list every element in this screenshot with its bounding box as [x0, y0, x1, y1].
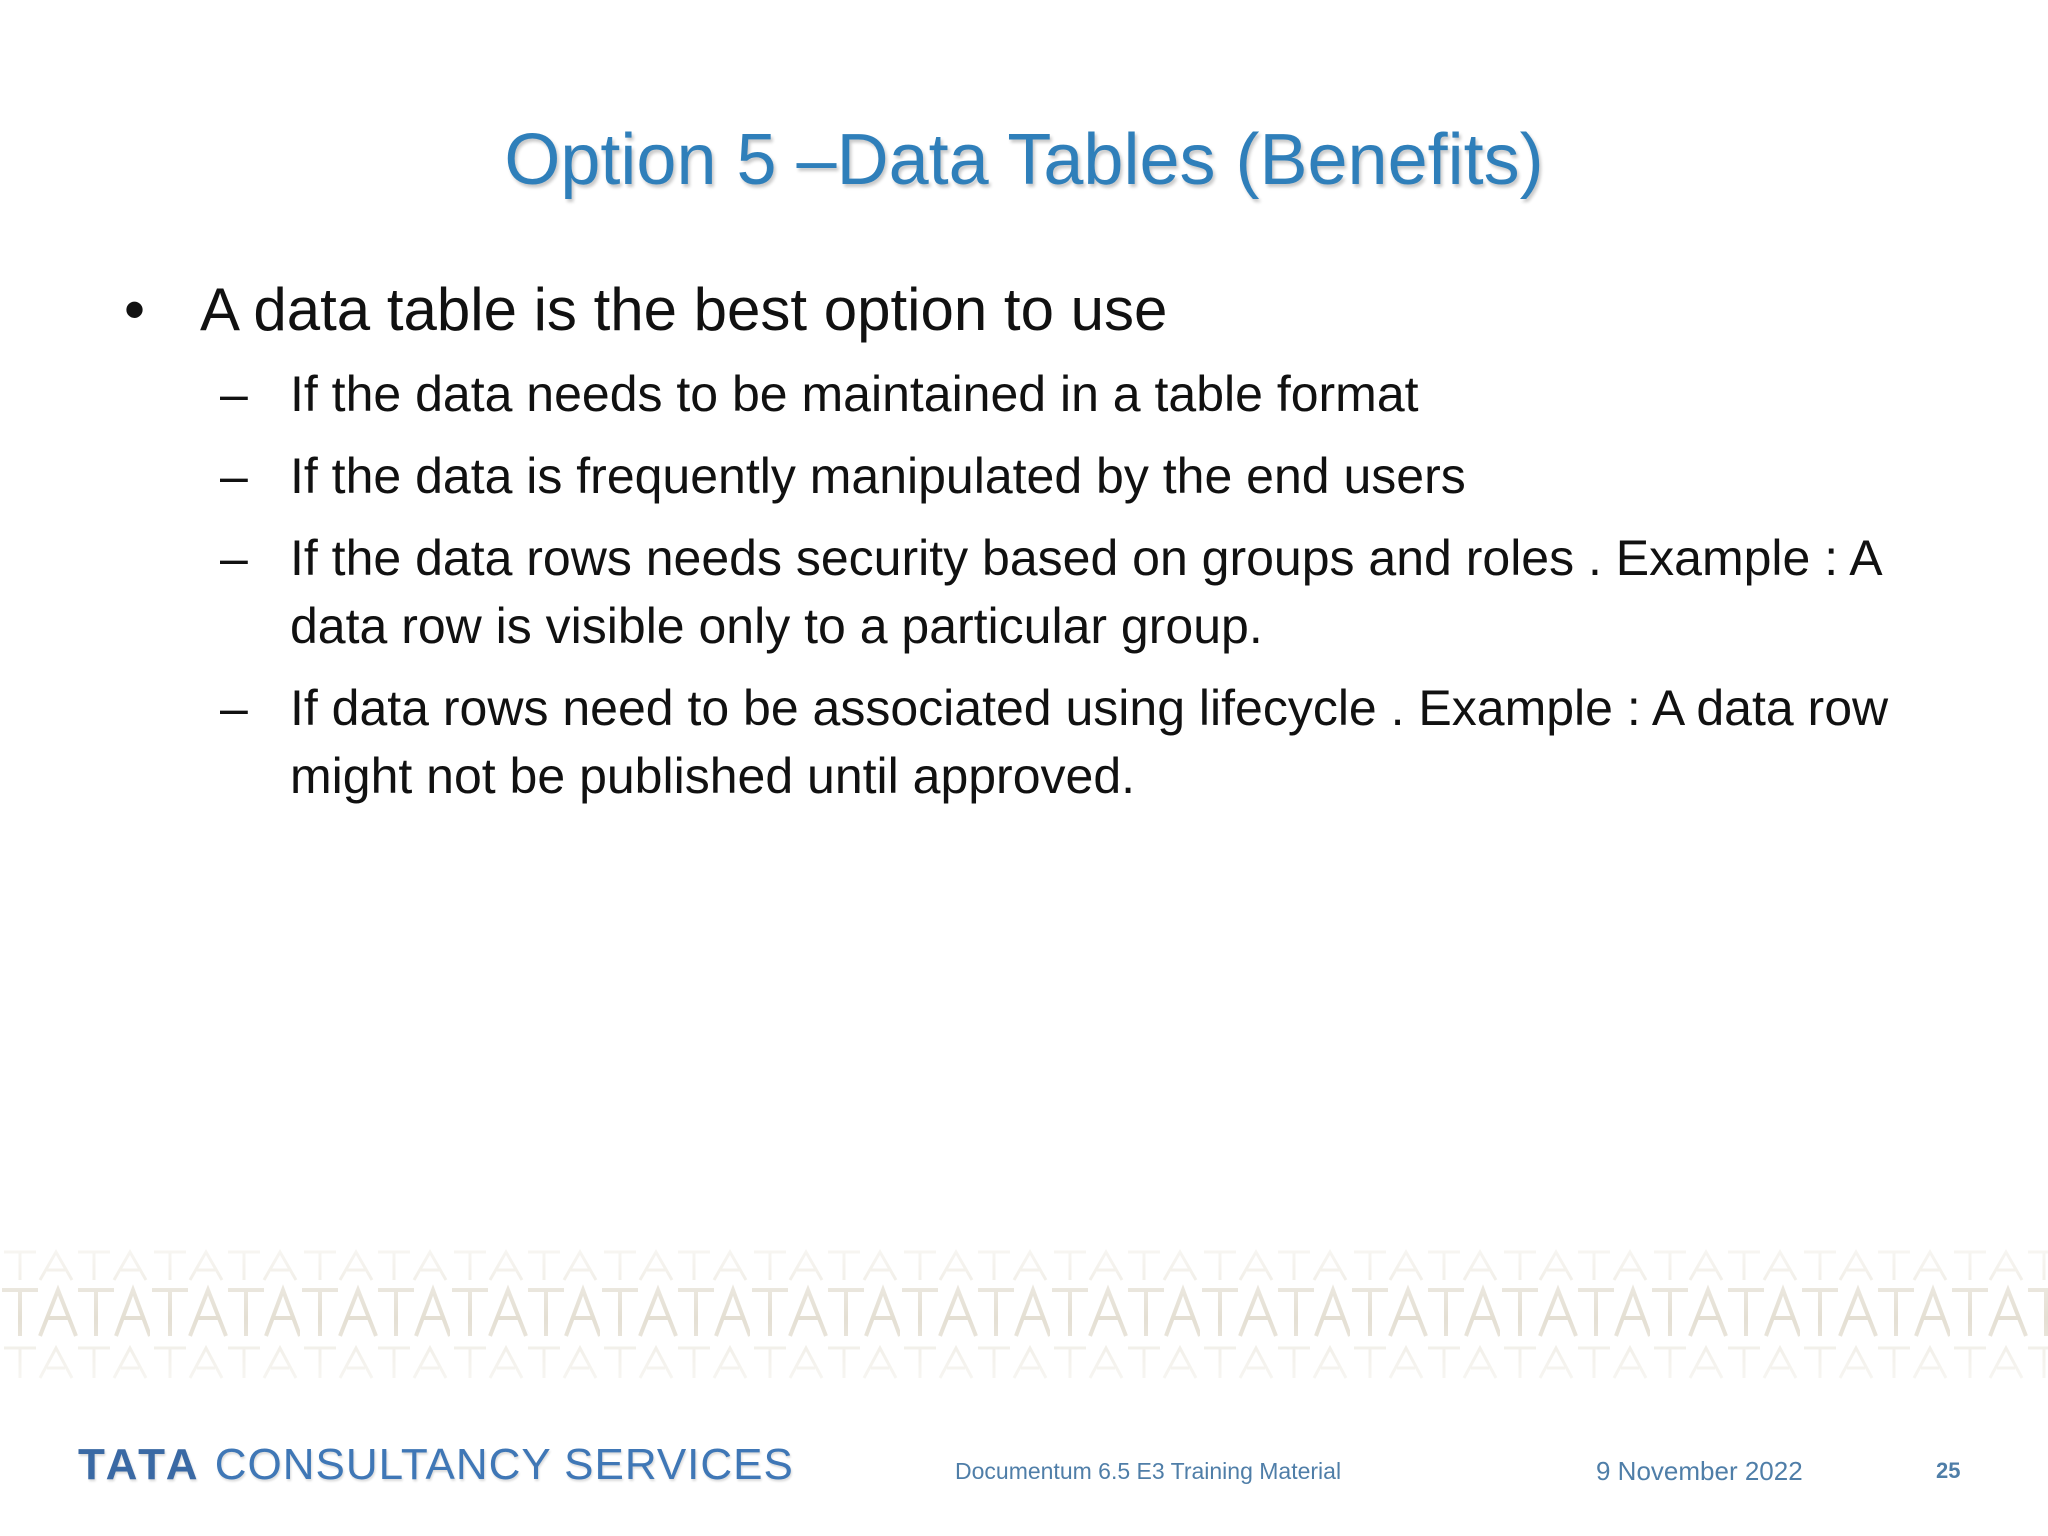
dash-marker: –	[220, 530, 248, 586]
logo-text: CONSULTANCY SERVICES	[214, 1440, 794, 1489]
logo-brand: TATA	[78, 1440, 202, 1489]
sub-bullet-item	[118, 360, 1948, 428]
page-number: 25	[1936, 1458, 1961, 1483]
watermark-pattern	[0, 1248, 2048, 1388]
dash-marker: –	[220, 448, 248, 504]
sub-bullet-text: If data rows need to be associated using lifecycle . Example : A data row might not be published until approved.	[290, 680, 1889, 804]
sub-bullet-text: If the data rows needs security based on groups and roles . Example : A data row is visible only to a particular group.	[290, 530, 1880, 654]
sub-bullet-item	[118, 674, 1948, 810]
tcs-logo	[78, 1440, 794, 1490]
sub-bullet-item	[118, 524, 1948, 660]
slide-title: Option 5 –Data Tables (Benefits)	[504, 120, 1544, 200]
dash-marker: –	[220, 366, 248, 422]
footer-date: 9 November 2022	[1596, 1456, 1803, 1486]
bullet-marker: •	[124, 276, 146, 343]
sub-bullet-item	[118, 442, 1948, 510]
bullet-item	[118, 268, 1948, 352]
sub-bullet-text: If the data is frequently manipulated by the end users	[290, 448, 1466, 504]
tata-watermark-band	[0, 1248, 2048, 1388]
dash-marker: –	[220, 680, 248, 736]
bullet-text: A data table is the best option to use	[200, 276, 1168, 343]
footer-document-title: Documentum 6.5 E3 Training Material	[955, 1458, 1342, 1484]
slide-content	[118, 268, 1948, 824]
sub-bullet-text: If the data needs to be maintained in a table format	[290, 366, 1419, 422]
